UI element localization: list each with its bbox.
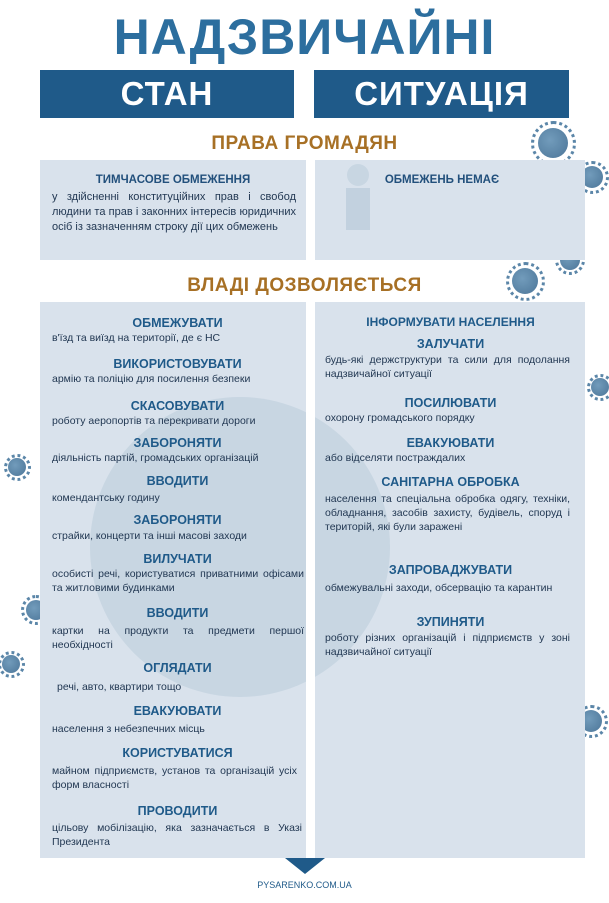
right-panel-title: ІНФОРМУВАТИ НАСЕЛЕННЯ [366, 315, 535, 329]
item-text: картки на продукти та предмети першої необхідності [52, 625, 304, 651]
item-text: цільову мобілізацію, яка зазначається в Указі Президента [52, 822, 302, 848]
rights-divider [306, 160, 315, 260]
rights-title: ПРАВА ГРОМАДЯН [211, 133, 398, 154]
item-text: речі, авто, квартири тощо [57, 681, 182, 693]
item-text: обмежувальні заходи, обсервацію та карантин [325, 582, 553, 594]
site-footer: PYSARENKO.COM.UA [257, 880, 352, 890]
rights-left-text: у здійсненні конституційних прав і свобод людини та прав і законних інтересів юридичних осіб із зазначенням строку дії цих обмежень [52, 191, 296, 233]
item-text: роботу різних організацій і підприємств у зоні надзвичайної ситуації [325, 632, 570, 658]
item-head: ВИКОРИСТОВУВАТИ [113, 357, 242, 371]
item-head: ЗУПИНЯТИ [416, 615, 485, 629]
item-head: ВИЛУЧАТИ [143, 552, 212, 566]
header-left: СТАН [40, 70, 294, 118]
item-text: страйки, концерти та інші масові заходи [52, 530, 247, 542]
item-text: в'їзд та виїзд на території, де є НС [52, 332, 221, 344]
item-head: ВВОДИТИ [146, 606, 209, 620]
powers-divider [306, 302, 315, 858]
item-head: ПОСИЛЮВАТИ [404, 396, 497, 410]
page-title: НАДЗВИЧАЙНІ [113, 9, 496, 65]
item-text: або відселяти постраждалих [325, 452, 466, 464]
item-head: СКАСОВУВАТИ [130, 399, 225, 413]
item-text: майном підприємств, установ та організацій усіх форм власності [52, 765, 297, 791]
virus-icon [8, 458, 26, 476]
header-right: СИТУАЦІЯ [314, 70, 569, 118]
item-head: ОБМЕЖУВАТИ [132, 316, 223, 330]
person-body-icon [346, 188, 370, 230]
item-text: особисті речі, користуватися приватними офісами та житловими будинками [52, 568, 304, 594]
item-text: комендантську годину [52, 492, 160, 504]
item-head: ЕВАКУЮВАТИ [133, 704, 222, 718]
item-text: армію та поліцію для посилення безпеки [52, 373, 251, 385]
virus-icon [591, 378, 609, 396]
item-text: населення та спеціальна обробка одягу, техніки, обладнання, засобів захисту, будівель, споруд і територій, які були заражені [325, 493, 570, 533]
chevron-down-icon [285, 858, 325, 874]
item-text: будь-які держструктури та сили для подолання надзвичайної ситуації [325, 354, 570, 380]
item-head: ЗАБОРОНЯТИ [133, 436, 222, 450]
item-head: САНІТАРНА ОБРОБКА [381, 475, 520, 489]
item-head: ВВОДИТИ [146, 474, 209, 488]
item-head: ЗАЛУЧАТИ [416, 337, 485, 351]
item-head: ЗАПРОВАДЖУВАТИ [388, 563, 513, 577]
item-text: охорону громадського порядку [325, 412, 475, 424]
item-head: КОРИСТУВАТИСЯ [122, 746, 233, 760]
item-text: роботу аеропортів та перекривати дороги [52, 415, 256, 427]
virus-icon [2, 655, 20, 673]
item-head: ЕВАКУЮВАТИ [406, 436, 495, 450]
rights-right-head: ОБМЕЖЕНЬ НЕМАЄ [384, 174, 500, 186]
item-head: ПРОВОДИТИ [137, 804, 218, 818]
item-text: населення з небезпечних місць [52, 723, 205, 735]
item-text: діяльність партій, громадських організацій [52, 452, 259, 464]
item-head: ЗАБОРОНЯТИ [133, 513, 222, 527]
powers-title: ВЛАДІ ДОЗВОЛЯЄТЬСЯ [187, 275, 422, 296]
item-head: ОГЛЯДАТИ [143, 661, 212, 675]
rights-left-head: ТИМЧАСОВЕ ОБМЕЖЕННЯ [95, 174, 251, 186]
